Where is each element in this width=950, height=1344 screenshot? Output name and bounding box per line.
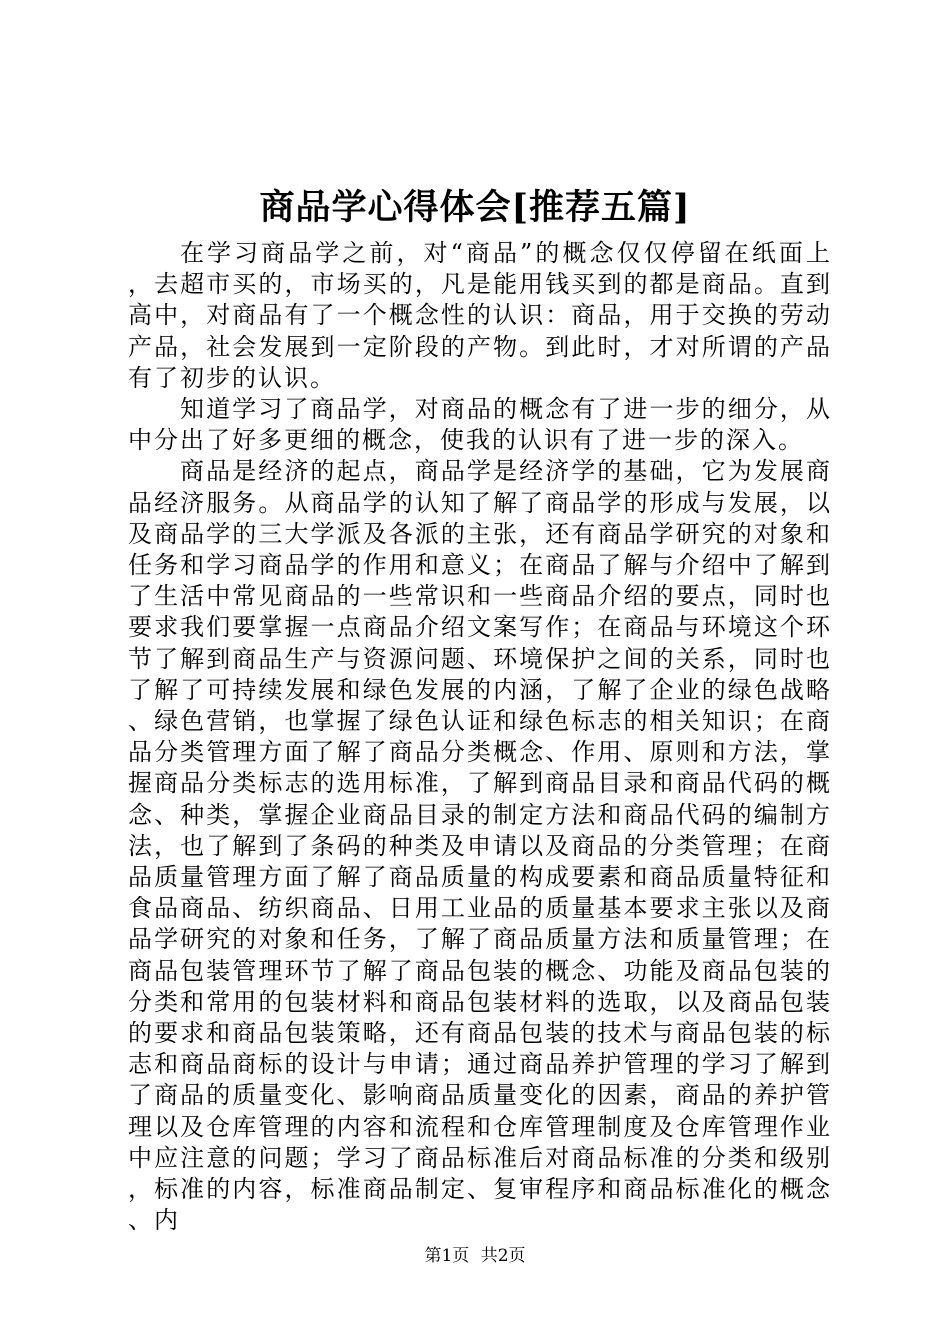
page-footer	[0, 1245, 950, 1267]
paragraph-3: 商品是经济的起点，商品学是经济学的基础，它为发展商品经济服务。从商品学的认知了解了商品学的形成与发展，以及商品学的三大学派及各派的主张，还有商品学研究的对象和任务和学习商品学的作用和意义；在商品了解与介绍中了解到了生活中常见商品的一些常识和一些商品介绍的要点，同时也要求我们要掌握一点商品介绍文案写作；在商品与环境这个环节了解到商品生产与资源问题、环境保护之间的关系，同时也了解了可持续发展和绿色发展的内涵，了解了企业的绿色战略、绿色营销，也掌握了绿色认证和绿色标志的相关知识；在商品分类管理方面了解了商品分类概念、作用、原则和方法，掌握商品分类标志的选用标准，了解到商品目录和商品代码的概念、种类，掌握企业商品目录的制定方法和商品代码的编制方法，也了解到了条码的种类及申请以及商品的分类管理；在商品质量管理方面了解了商品质量的构成要素和商品质量特征和食品商品、纺织商品、日用工业品的质量基本要求主张以及商品学研究的对象和任务，了解了商品质量方法和质量管理；在商品包装管理环节了解了商品包装的概念、功能及商品包装的分类和常用的包装材料和商品包装材料的选取，以及商品包装的要求和商品包装策略，还有商品包装的技术与商品包装的标志和商品商标的设计与申请；通过商品养护管理的学习了解到了商品的质量变化、影响商品质量变化的因素，商品的养护管理以及仓库管理的内容和流程和仓库管理制度及仓库管理作业中应注意的问题；学习了商品标准后对商品标准的分类和级别，标准的内容，标准商品制定、复审程序和商品标准化的概念、内	[128, 457, 832, 1235]
page-total: 共2页	[480, 1246, 526, 1266]
paragraph-1: 在学习商品学之前，对“商品”的概念仅仅停留在纸面上，去超市买的，市场买的，凡是能用钱买到的都是商品。直到高中，对商品有了一个概念性的认识：商品，用于交换的劳动产品，社会发展到一定阶段的产物。到此时，才对所谓的产品有了初步的认识。	[128, 239, 832, 392]
page-number: 第1页	[424, 1246, 470, 1266]
document-title: 商品学心得体会[推荐五篇]	[259, 187, 691, 228]
document-body	[128, 238, 832, 1237]
paragraph-2: 知道学习了商品学，对商品的概念有了进一步的细分，从中分出了好多更细的概念，使我的认识有了进一步的深入。	[128, 395, 832, 455]
